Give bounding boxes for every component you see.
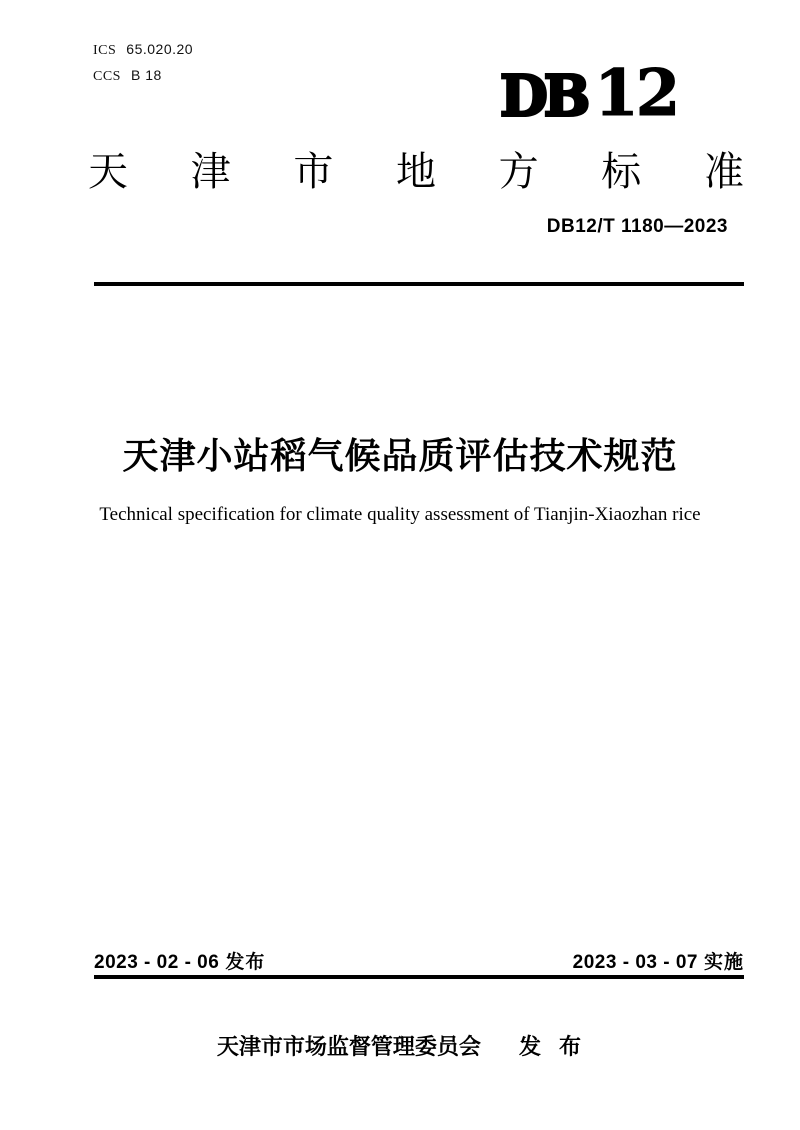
implementation-label: 实施 <box>703 952 744 973</box>
classification-codes <box>93 37 193 89</box>
standard-category-char: 津 <box>190 150 231 194</box>
standard-category-char: 准 <box>703 150 744 194</box>
document-title-chinese: 天津小站稻气候品质评估技术规范 <box>122 435 678 476</box>
db12-logo-letters: DB <box>500 62 587 129</box>
db12-logo-number: 12 <box>594 56 678 131</box>
publisher-action: 发 布 <box>518 1034 584 1059</box>
publisher-name: 天津市市场监督管理委员会 <box>216 1034 481 1059</box>
standard-category-char: 地 <box>395 150 436 194</box>
publisher-row <box>0 1030 800 1061</box>
dates-row <box>94 947 744 974</box>
standard-category-char: 标 <box>601 150 642 194</box>
footer-rule <box>94 975 744 979</box>
ics-code-line <box>93 37 193 63</box>
issue-label: 发布 <box>225 952 266 973</box>
issue-date-group <box>94 947 265 974</box>
ccs-code-line <box>93 63 193 89</box>
ics-label: ICS <box>93 43 117 58</box>
standard-category-title <box>88 150 744 194</box>
db12-logo <box>500 56 678 131</box>
ics-value: 65.020.20 <box>126 41 194 57</box>
ccs-label: CCS <box>93 69 121 84</box>
header-rule <box>94 282 744 286</box>
document-title-english: Technical specification for climate quality assessment of Tianjin-Xiaozhan rice <box>99 504 701 525</box>
standard-category-char: 方 <box>498 150 539 194</box>
standard-category-char: 市 <box>293 150 334 194</box>
implementation-date: 2023 - 03 - 07 <box>572 952 698 973</box>
standard-number: DB12/T 1180—2023 <box>546 216 728 237</box>
issue-date: 2023 - 02 - 06 <box>94 952 220 973</box>
standard-category-char: 天 <box>88 150 128 194</box>
ccs-value: B 18 <box>130 67 162 83</box>
implementation-date-group <box>573 947 744 974</box>
